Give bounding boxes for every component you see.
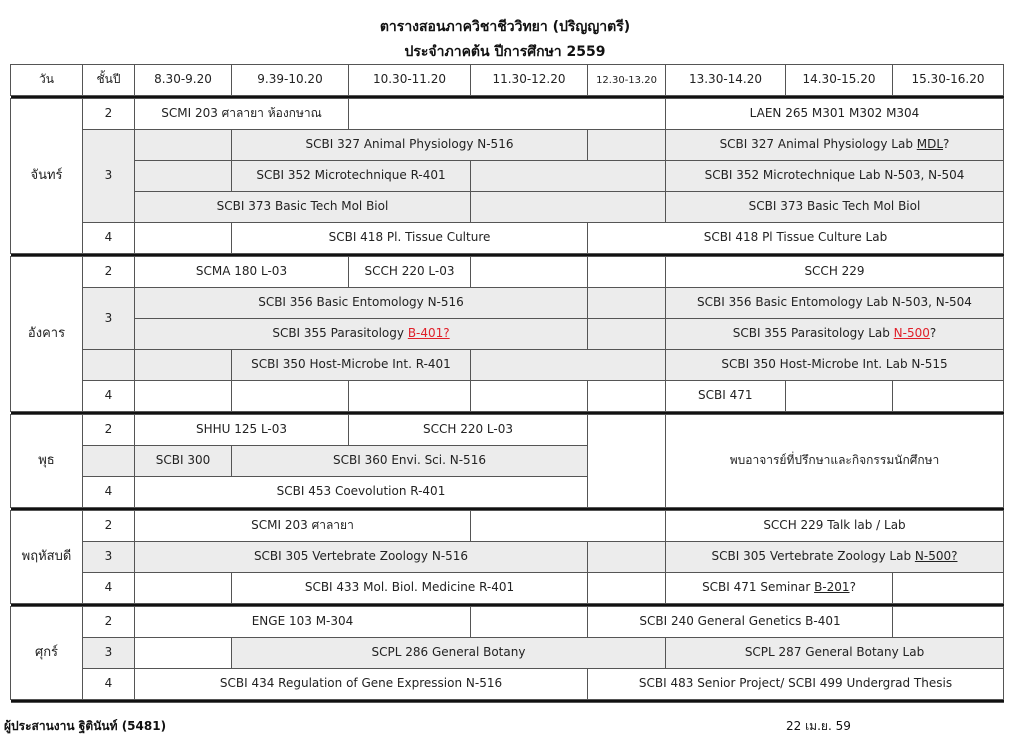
year-cell [83,446,135,477]
empty-cell [588,130,666,161]
header-slot: 12.30-13.20 [588,65,666,96]
empty-cell [471,381,588,412]
room-note: N-500 [893,326,930,341]
page-subtitle: ประจำภาคต้น ปีการศึกษา 2559 [404,44,606,60]
course-cell [666,573,893,604]
room-note: MDL [916,137,944,152]
empty-cell [588,288,666,319]
table-row [11,319,1004,350]
year-cell: 2 [83,99,135,130]
header-slot: 11.30-12.20 [471,65,588,96]
course-cell: SCBI 350 Host-Microbe Int. R-401 [232,350,471,381]
course-cell: SCBI 483 Senior Project/ SCBI 499 Undergrad Thesis [588,669,1004,700]
advisor-activity-cell: พบอาจารย์ที่ปรึกษาและกิจกรรมนักศึกษา [666,415,1004,508]
header-slot: 9.39-10.20 [232,65,349,96]
empty-cell [471,511,666,542]
course-cell [135,319,588,350]
year-cell: 4 [83,573,135,604]
room-note: N-500? [914,549,958,564]
table-row [11,161,1004,192]
day-thursday: พฤหัสบดี [11,511,83,604]
course-cell: SCBI 471 [666,381,786,412]
header-slot: 14.30-15.20 [786,65,893,96]
year-cell: 3 [83,542,135,573]
table-row [11,99,1004,130]
year-cell: 2 [83,257,135,288]
question-mark: ? [849,580,856,595]
course-cell: SCBI 350 Host-Microbe Int. Lab N-515 [666,350,1004,381]
course-cell: SHHU 125 L-03 [135,415,349,446]
course-cell: ENGE 103 M-304 [135,607,471,638]
course-text: SCBI 355 Parasitology Lab [732,326,894,341]
table-row [11,607,1004,638]
empty-cell [786,381,893,412]
course-cell: SCPL 286 General Botany [232,638,666,669]
empty-cell [588,381,666,412]
year-cell [83,350,135,381]
document-date: 22 เม.ย. 59 [786,719,851,733]
room-note: B-201 [814,580,850,595]
table-row [11,192,1004,223]
course-cell: SCBI 356 Basic Entomology Lab N-503, N-504 [666,288,1004,319]
year-cell: 2 [83,511,135,542]
year-cell: 4 [83,223,135,254]
course-cell: SCBI 418 Pl. Tissue Culture [232,223,588,254]
table-row [11,350,1004,381]
empty-cell [471,161,666,192]
course-cell: LAEN 265 M301 M302 M304 [666,99,1004,130]
course-cell: SCBI 418 Pl Tissue Culture Lab [588,223,1004,254]
course-cell: SCBI 373 Basic Tech Mol Biol [666,192,1004,223]
year-cell: 2 [83,607,135,638]
empty-cell [588,319,666,350]
question-mark: ? [943,137,950,152]
header-slot: 13.30-14.20 [666,65,786,96]
empty-cell [135,381,232,412]
course-text: SCBI 355 Parasitology [272,326,408,341]
course-cell: SCBI 433 Mol. Biol. Medicine R-401 [232,573,588,604]
empty-cell [135,573,232,604]
question-mark: ? [929,326,937,341]
course-cell: SCBI 434 Regulation of Gene Expression N-516 [135,669,588,700]
course-cell: SCCH 229 [666,257,1004,288]
coordinator-note: ผู้ประสานงาน ฐิตินันท์ (5481) [4,719,167,733]
empty-cell [135,350,232,381]
table-row [11,381,1004,412]
header-slot: 10.30-11.20 [349,65,471,96]
empty-cell [588,573,666,604]
empty-cell [135,161,232,192]
year-cell: 3 [83,130,135,223]
empty-cell [349,99,666,130]
course-cell: SCCH 220 L-03 [349,415,588,446]
day-friday: ศุกร์ [11,607,83,700]
empty-cell [588,257,666,288]
table-row [11,223,1004,254]
course-cell: SCBI 305 Vertebrate Zoology N-516 [135,542,588,573]
course-cell [666,319,1004,350]
table-header-row [11,65,1004,96]
course-text: SCBI 327 Animal Physiology Lab [719,137,917,152]
empty-cell [471,192,666,223]
table-row [11,257,1004,288]
table-row [11,288,1004,319]
course-cell: SCBI 352 Microtechnique Lab N-503, N-504 [666,161,1004,192]
empty-cell [135,638,232,669]
course-cell [666,130,1004,161]
course-cell: SCBI 240 General Genetics B-401 [588,607,893,638]
table-row [11,130,1004,161]
course-cell: SCMI 203 ศาลายา ห้องกษาณ [135,99,349,130]
year-cell: 4 [83,669,135,700]
course-cell: SCBI 300 [135,446,232,477]
course-cell: SCBI 360 Envi. Sci. N-516 [232,446,588,477]
day-wednesday: พุธ [11,415,83,508]
year-cell: 4 [83,477,135,508]
day-tuesday: อังคาร [11,257,83,412]
course-cell: SCCH 220 L-03 [349,257,471,288]
empty-cell [135,130,232,161]
header-slot: 8.30-9.20 [135,65,232,96]
empty-cell [471,350,666,381]
year-cell: 4 [83,381,135,412]
course-cell: SCBI 327 Animal Physiology N-516 [232,130,588,161]
course-cell [666,542,1004,573]
course-cell: SCMI 203 ศาลายา [135,511,471,542]
course-cell: SCMA 180 L-03 [135,257,349,288]
course-cell: SCBI 373 Basic Tech Mol Biol [135,192,471,223]
table-row [11,511,1004,542]
schedule-table [10,64,1004,703]
empty-cell [893,381,1004,412]
empty-cell [893,573,1004,604]
empty-cell [471,257,588,288]
empty-cell [588,542,666,573]
course-cell: SCCH 229 Talk lab / Lab [666,511,1004,542]
course-cell: SCBI 453 Coevolution R-401 [135,477,588,508]
page-title: ตารางสอนภาควิชาชีววิทยา (ปริญญาตรี) [379,19,631,35]
header-day: วัน [11,65,83,96]
empty-cell [588,415,666,508]
empty-cell [135,223,232,254]
empty-cell [349,381,471,412]
table-row [11,638,1004,669]
day-monday: จันทร์ [11,99,83,254]
header-year: ชั้นปี [83,65,135,96]
year-cell: 3 [83,638,135,669]
table-row [11,415,1004,446]
header-slot: 15.30-16.20 [893,65,1004,96]
course-text: SCBI 471 Seminar [702,580,815,595]
empty-cell [232,381,349,412]
empty-cell [471,607,588,638]
course-cell: SCPL 287 General Botany Lab [666,638,1004,669]
table-row [11,542,1004,573]
empty-cell [893,607,1004,638]
room-note: B-401? [407,326,450,341]
year-cell: 3 [83,288,135,350]
course-cell: SCBI 352 Microtechnique R-401 [232,161,471,192]
course-cell: SCBI 356 Basic Entomology N-516 [135,288,588,319]
table-row [11,573,1004,604]
table-row [11,669,1004,700]
course-text: SCBI 305 Vertebrate Zoology Lab [711,549,915,564]
year-cell: 2 [83,415,135,446]
